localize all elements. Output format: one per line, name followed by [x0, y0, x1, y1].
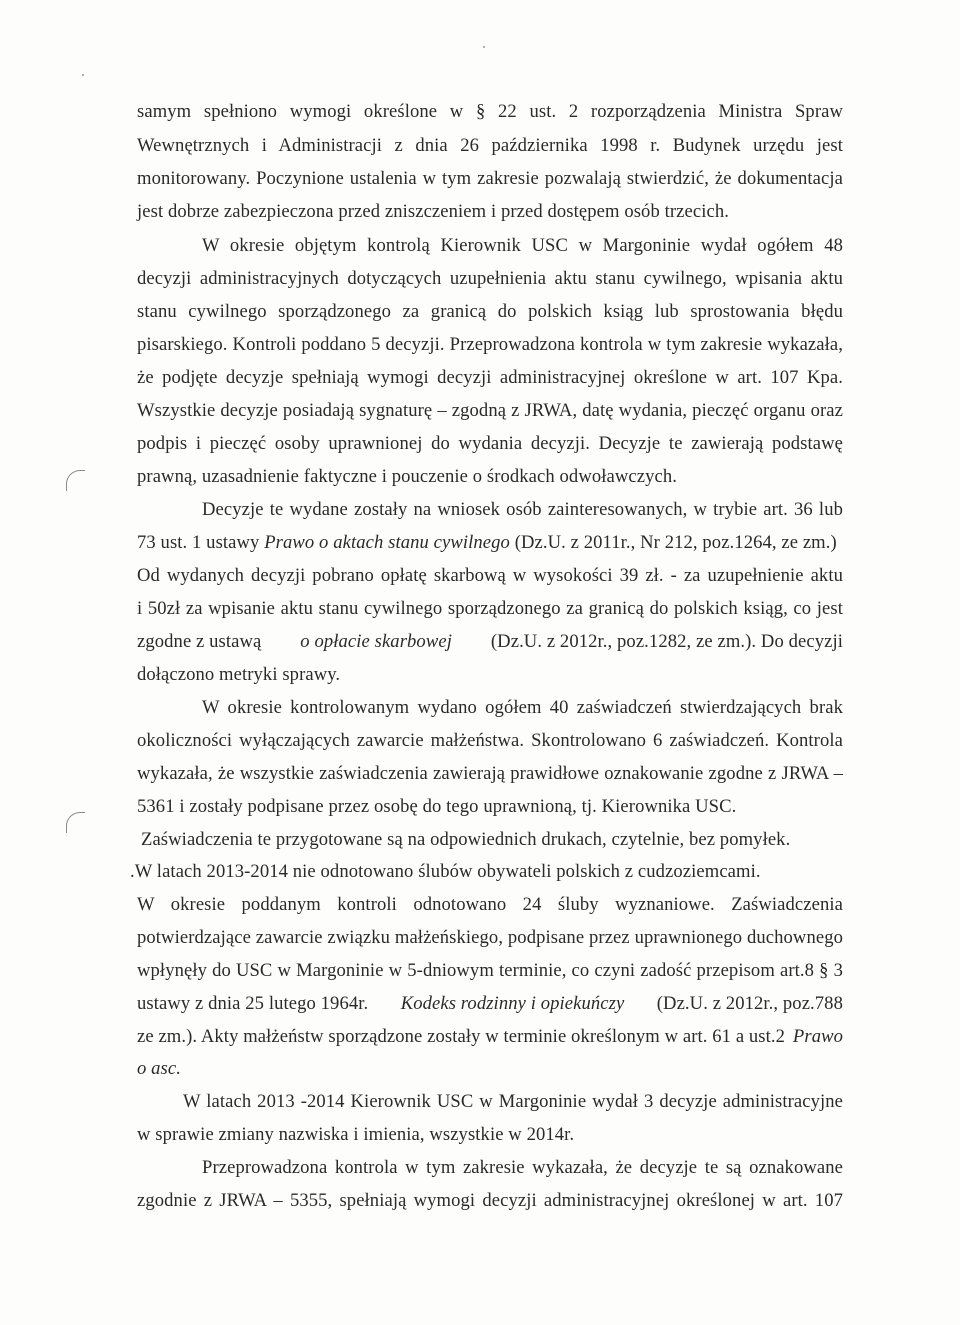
text-line: Zaświadczenia te przygotowane są na odpowiednich drukach, czytelnie, bez pomyłek. [141, 829, 791, 850]
scan-speck [483, 46, 485, 48]
text-line: samym spełniono wymogi określone w § 22 ust. 2 rozporządzenia Ministra Spraw [137, 101, 843, 122]
text-line: dołączono metryki sprawy. [137, 664, 341, 685]
text-line [137, 531, 837, 555]
law-title: Prawo o aktach stanu cywilnego [264, 532, 510, 553]
text-line: i 50zł za wpisanie aktu stanu cywilnego sporządzonego za granicą do polskich ksiąg, co jest [137, 598, 843, 619]
text-line: pisarskiego. Kontroli poddano 5 decyzji. Przeprowadzona kontrola w tym zakresie wykazała, [137, 334, 843, 355]
text-line: .W latach 2013-2014 nie odnotowano ślubów obywateli polskich z cudzoziemcami. [130, 861, 761, 882]
text-line: jest dobrze zabezpieczona przed zniszczeniem i przed dostępem osób trzecich. [137, 201, 729, 222]
text-line: Przeprowadzona kontrola w tym zakresie wykazała, że decyzje te są oznakowane [202, 1157, 843, 1178]
text-line [137, 630, 843, 654]
text-segment: (Dz.U. z 2011r., Nr 212, poz.1264, ze zm.) [514, 532, 837, 553]
text-line: wykazała, że wszystkie zaświadczenia zawierają prawidłowe oznakowanie zgodne z JRWA – [137, 763, 843, 784]
text-line: stanu cywilnego sporządzonego za granicą do polskich ksiąg lub sprostowania błędu [137, 301, 843, 322]
text-segment: (Dz.U. z 2012r., poz.1282, ze zm.). Do decyzji [490, 631, 843, 652]
text-line: podpis i pieczęć osoby uprawnionej do wydania decyzji. Decyzje te zawierają podstawę [137, 433, 843, 454]
text-segment: 73 ust. 1 ustawy [137, 532, 260, 553]
text-line: W okresie poddanym kontroli odnotowano 24 śluby wyznaniowe. Zaświadczenia [137, 894, 843, 915]
punch-hole-mark [66, 470, 85, 491]
punch-hole-mark [66, 812, 85, 833]
text-line: zgodnie z JRWA – 5355, spełniają wymogi decyzji administracyjnej określonej w art. 107 [137, 1190, 843, 1211]
text-line: W latach 2013 -2014 Kierownik USC w Margoninie wydał 3 decyzje administracyjne [183, 1091, 843, 1112]
text-segment: (Dz.U. z 2012r., poz.788 [656, 993, 843, 1014]
text-line: Wszystkie decyzje posiadają sygnaturę – zgodną z JRWA, datę wydania, pieczęć organu oraz [137, 400, 843, 421]
text-line: W okresie objętym kontrolą Kierownik USC w Margoninie wydał ogółem 48 [202, 235, 843, 256]
law-title: Prawo [792, 1026, 843, 1047]
law-title: o asc. [137, 1058, 181, 1079]
text-segment: zgodne z ustawą [137, 631, 262, 652]
text-segment: ze zm.). Akty małżeństw sporządzone zostały w terminie określonym w art. 61 a ust.2 [137, 1026, 786, 1047]
law-title: o opłacie skarbowej [300, 631, 452, 652]
text-line [137, 1057, 181, 1081]
text-line: prawną, uzasadnienie faktyczne i pouczenie o środkach odwoławczych. [137, 466, 677, 487]
text-line [137, 992, 843, 1016]
text-line: że podjęte decyzje spełniają wymogi decyzji administracyjnej określone w art. 107 Kpa. [137, 367, 843, 388]
text-line: potwierdzające zawarcie związku małżeńskiego, podpisane przez uprawnionego duchownego [137, 927, 843, 948]
scan-speck [82, 74, 84, 76]
law-title: Kodeks rodzinny i opiekuńczy [400, 993, 625, 1014]
text-line: Decyzje te wydane zostały na wniosek osób zainteresowanych, w trybie art. 36 lub [202, 499, 843, 520]
text-line: Od wydanych decyzji pobrano opłatę skarbową w wysokości 39 zł. - za uzupełnienie aktu [137, 565, 843, 586]
text-line: 5361 i zostały podpisane przez osobę do tego uprawnioną, tj. Kierownika USC. [137, 796, 737, 817]
text-line: wpłynęły do USC w Margoninie w 5-dniowym terminie, co czyni zadość przepisom art.8 § 3 [137, 960, 843, 981]
text-line: W okresie kontrolowanym wydano ogółem 40 zaświadczeń stwierdzających brak [202, 697, 843, 718]
text-line: monitorowany. Poczynione ustalenia w tym zakresie pozwalają stwierdzić, że dokumentacja [137, 168, 843, 189]
text-line: okoliczności wyłączających zawarcie małżeństwa. Skontrolowano 6 zaświadczeń. Kontrola [137, 730, 843, 751]
text-line: w sprawie zmiany nazwiska i imienia, wszystkie w 2014r. [137, 1124, 575, 1145]
text-segment: ustawy z dnia 25 lutego 1964r. [137, 993, 369, 1014]
text-line [137, 1025, 843, 1049]
text-line: Wewnętrznych i Administracji z dnia 26 października 1998 r. Budynek urzędu jest [137, 135, 843, 156]
text-line: decyzji administracyjnych dotyczących uzupełnienia aktu stanu cywilnego, wpisania aktu [137, 268, 843, 289]
